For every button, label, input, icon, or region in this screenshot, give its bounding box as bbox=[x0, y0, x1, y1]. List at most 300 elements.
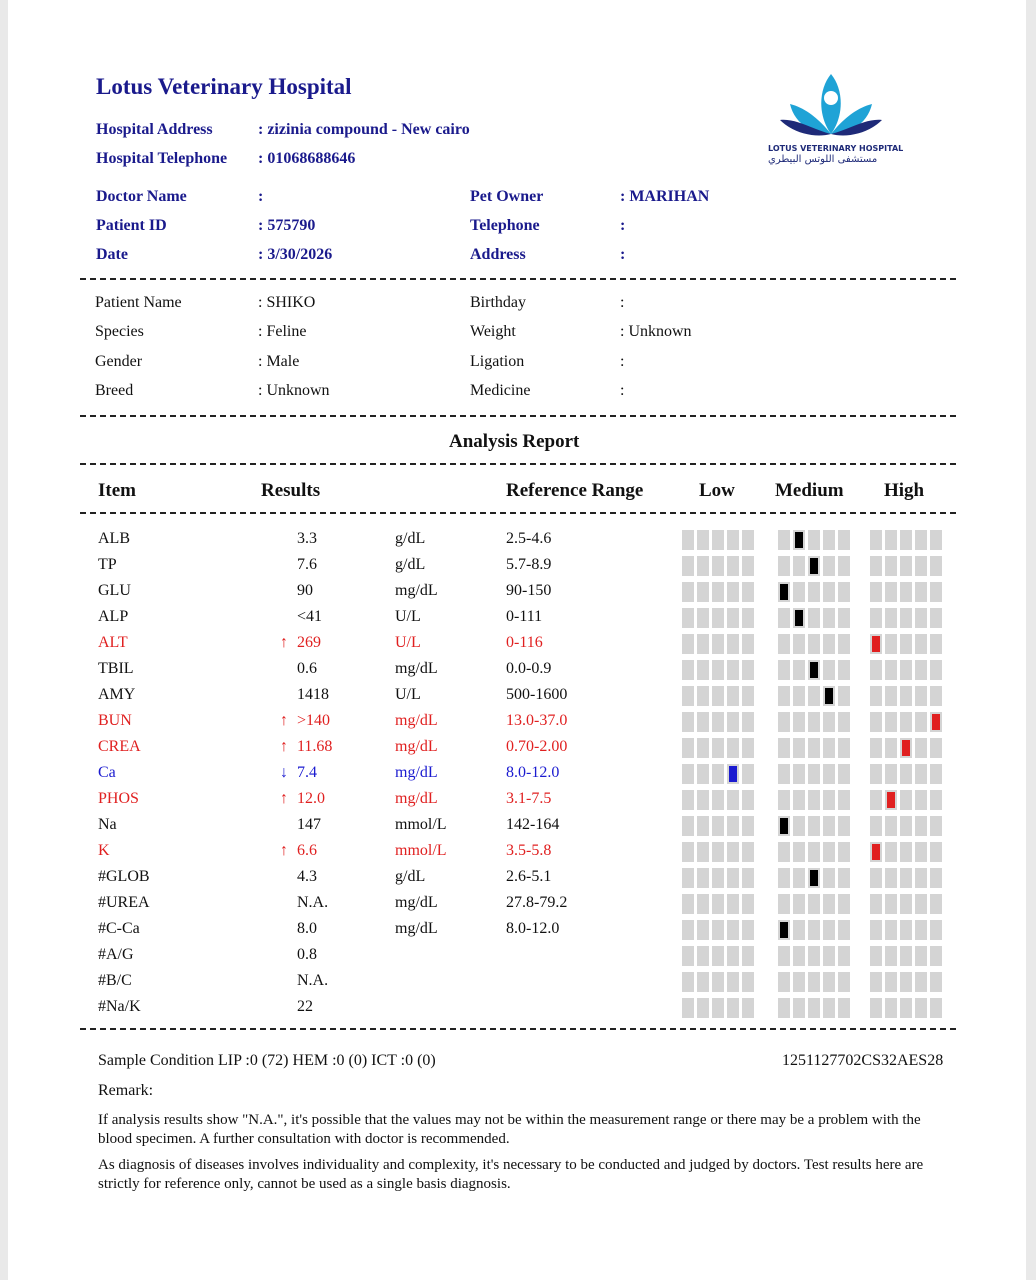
gauge-segment bbox=[823, 712, 835, 732]
species-value: : Feline bbox=[258, 323, 307, 340]
gauge-segment bbox=[885, 712, 897, 732]
divider bbox=[80, 463, 956, 465]
gauge-segment bbox=[712, 634, 724, 654]
gauge-segment bbox=[697, 894, 709, 914]
gauge-low bbox=[682, 712, 757, 732]
gauge-segment bbox=[915, 998, 927, 1018]
item-name: ALT bbox=[98, 634, 128, 651]
gauge-segment bbox=[885, 530, 897, 550]
result-value: 0.8 bbox=[297, 946, 317, 963]
item-name: GLU bbox=[98, 582, 131, 599]
gauge-high bbox=[870, 998, 945, 1018]
item-name: #Na/K bbox=[98, 998, 141, 1015]
table-row bbox=[0, 842, 1036, 868]
gauge-medium bbox=[778, 686, 853, 706]
gauge-segment bbox=[823, 946, 835, 966]
gauge-segment bbox=[742, 738, 754, 758]
gauge-segment bbox=[870, 686, 882, 706]
unit: mg/dL bbox=[395, 712, 438, 729]
gauge-high bbox=[870, 686, 945, 706]
gauge-segment bbox=[712, 530, 724, 550]
gauge-segment bbox=[870, 634, 882, 654]
gauge-segment bbox=[930, 608, 942, 628]
gauge-segment bbox=[838, 868, 850, 888]
gauge-segment bbox=[727, 868, 739, 888]
item-name: Ca bbox=[98, 764, 116, 781]
reference-range: 0.70-2.00 bbox=[506, 738, 568, 755]
gauge-segment bbox=[870, 894, 882, 914]
result-value: 4.3 bbox=[297, 868, 317, 885]
gauge-high bbox=[870, 842, 945, 862]
item-name: #GLOB bbox=[98, 868, 150, 885]
gauge-segment bbox=[838, 920, 850, 940]
gauge-segment bbox=[915, 738, 927, 758]
gauge-segment bbox=[808, 816, 820, 836]
gauge-segment bbox=[915, 530, 927, 550]
gauge-segment bbox=[838, 530, 850, 550]
item-name: #A/G bbox=[98, 946, 134, 963]
gauge-segment bbox=[900, 582, 912, 602]
table-row bbox=[0, 972, 1036, 998]
gauge-segment bbox=[778, 686, 790, 706]
gauge-low bbox=[682, 738, 757, 758]
gauge-segment bbox=[682, 686, 694, 706]
gauge-segment bbox=[727, 894, 739, 914]
reference-range: 0-116 bbox=[506, 634, 543, 651]
gauge-low bbox=[682, 816, 757, 836]
result-value: 7.4 bbox=[297, 764, 317, 781]
gauge-segment bbox=[900, 790, 912, 810]
gauge-segment bbox=[793, 556, 805, 576]
table-row bbox=[0, 582, 1036, 608]
gauge-segment bbox=[823, 582, 835, 602]
gauge-segment bbox=[712, 660, 724, 680]
table-row bbox=[0, 764, 1036, 790]
gauge-segment bbox=[793, 686, 805, 706]
gauge-segment bbox=[930, 530, 942, 550]
gauge-segment bbox=[930, 556, 942, 576]
gauge-segment bbox=[823, 816, 835, 836]
gauge-segment bbox=[742, 972, 754, 992]
gauge-segment bbox=[823, 894, 835, 914]
reference-range: 5.7-8.9 bbox=[506, 556, 552, 573]
gauge-segment bbox=[885, 660, 897, 680]
patient-name-value: : SHIKO bbox=[258, 294, 316, 311]
gauge-segment bbox=[778, 998, 790, 1018]
gauge-segment bbox=[793, 738, 805, 758]
gauge-segment bbox=[682, 972, 694, 992]
gauge-segment bbox=[682, 764, 694, 784]
hospital-address-label: Hospital Address bbox=[96, 121, 213, 138]
gauge-low bbox=[682, 686, 757, 706]
gauge-segment bbox=[915, 764, 927, 784]
gauge-segment bbox=[778, 816, 790, 836]
gauge-segment bbox=[727, 686, 739, 706]
gauge-segment bbox=[727, 790, 739, 810]
gauge-segment bbox=[915, 660, 927, 680]
weight-label: Weight bbox=[470, 323, 516, 340]
gauge-marker bbox=[795, 532, 803, 548]
gauge-segment bbox=[838, 816, 850, 836]
gauge-segment bbox=[885, 972, 897, 992]
gauge-segment bbox=[930, 686, 942, 706]
gauge-segment bbox=[808, 738, 820, 758]
gauge-segment bbox=[915, 634, 927, 654]
gauge-segment bbox=[778, 790, 790, 810]
unit: U/L bbox=[395, 608, 421, 625]
gauge-segment bbox=[793, 660, 805, 680]
gauge-segment bbox=[870, 868, 882, 888]
gauge-segment bbox=[727, 556, 739, 576]
reference-range: 13.0-37.0 bbox=[506, 712, 568, 729]
gauge-segment bbox=[838, 634, 850, 654]
gauge-segment bbox=[778, 868, 790, 888]
gauge-segment bbox=[778, 608, 790, 628]
gauge-segment bbox=[808, 998, 820, 1018]
gauge-high bbox=[870, 816, 945, 836]
gauge-segment bbox=[900, 998, 912, 1018]
gauge-segment bbox=[838, 686, 850, 706]
gauge-low bbox=[682, 920, 757, 940]
gauge-segment bbox=[808, 894, 820, 914]
gauge-segment bbox=[778, 764, 790, 784]
gauge-segment bbox=[870, 998, 882, 1018]
table-row bbox=[0, 608, 1036, 634]
gauge-segment bbox=[793, 764, 805, 784]
gauge-segment bbox=[930, 738, 942, 758]
col-medium: Medium bbox=[775, 480, 844, 501]
date-value: : 3/30/2026 bbox=[258, 246, 333, 263]
result-value: <41 bbox=[297, 608, 323, 625]
gauge-high bbox=[870, 634, 945, 654]
divider bbox=[80, 1028, 956, 1030]
gauge-segment bbox=[870, 764, 882, 784]
gauge-segment bbox=[900, 530, 912, 550]
gauge-segment bbox=[727, 660, 739, 680]
gauge-segment bbox=[712, 556, 724, 576]
gauge-segment bbox=[697, 530, 709, 550]
gauge-segment bbox=[915, 842, 927, 862]
gauge-segment bbox=[742, 816, 754, 836]
table-row bbox=[0, 790, 1036, 816]
gauge-segment bbox=[697, 842, 709, 862]
gauge-high bbox=[870, 946, 945, 966]
gauge-marker bbox=[780, 818, 788, 834]
gauge-segment bbox=[930, 790, 942, 810]
gauge-segment bbox=[682, 842, 694, 862]
gauge-segment bbox=[793, 842, 805, 862]
result-value: 7.6 bbox=[297, 556, 317, 573]
gauge-segment bbox=[727, 920, 739, 940]
gauge-segment bbox=[742, 868, 754, 888]
item-name: #C-Ca bbox=[98, 920, 140, 937]
lotus-icon bbox=[760, 68, 902, 146]
patient-id-label: Patient ID bbox=[96, 217, 167, 234]
gauge-segment bbox=[712, 920, 724, 940]
gauge-segment bbox=[823, 660, 835, 680]
medicine-label: Medicine bbox=[470, 382, 531, 399]
gauge-segment bbox=[712, 946, 724, 966]
gauge-high bbox=[870, 582, 945, 602]
gauge-segment bbox=[870, 608, 882, 628]
gauge-segment bbox=[682, 894, 694, 914]
gauge-segment bbox=[682, 920, 694, 940]
gauge-segment bbox=[727, 712, 739, 732]
gauge-segment bbox=[900, 764, 912, 784]
gauge-segment bbox=[808, 946, 820, 966]
gauge-segment bbox=[778, 894, 790, 914]
logo-text-ar: مستشفى اللوتس البيطري bbox=[768, 154, 878, 165]
gauge-segment bbox=[793, 920, 805, 940]
reference-range: 8.0-12.0 bbox=[506, 920, 560, 937]
table-row bbox=[0, 660, 1036, 686]
gauge-medium bbox=[778, 998, 853, 1018]
gauge-high bbox=[870, 660, 945, 680]
gauge-segment bbox=[823, 998, 835, 1018]
gauge-segment bbox=[727, 764, 739, 784]
hospital-address: : zizinia compound - New cairo bbox=[258, 121, 470, 138]
item-name: BUN bbox=[98, 712, 132, 729]
gauge-segment bbox=[885, 920, 897, 940]
table-row bbox=[0, 920, 1036, 946]
gauge-segment bbox=[900, 738, 912, 758]
col-low: Low bbox=[699, 480, 735, 501]
ligation-value: : bbox=[620, 353, 625, 370]
gauge-segment bbox=[682, 816, 694, 836]
result-value: 6.6 bbox=[297, 842, 317, 859]
gauge-segment bbox=[823, 530, 835, 550]
gauge-high bbox=[870, 712, 945, 732]
gauge-segment bbox=[823, 868, 835, 888]
reference-range: 3.5-5.8 bbox=[506, 842, 552, 859]
gauge-segment bbox=[727, 842, 739, 862]
gauge-segment bbox=[778, 972, 790, 992]
report-title: Analysis Report bbox=[449, 431, 580, 452]
gauge-segment bbox=[697, 556, 709, 576]
gauge-segment bbox=[838, 894, 850, 914]
gauge-segment bbox=[682, 868, 694, 888]
unit: U/L bbox=[395, 686, 421, 703]
sample-condition: Sample Condition LIP :0 (72) HEM :0 (0) ICT :0 (0) bbox=[98, 1052, 436, 1069]
gauge-medium bbox=[778, 530, 853, 550]
gauge-segment bbox=[823, 556, 835, 576]
gauge-medium bbox=[778, 608, 853, 628]
gauge-low bbox=[682, 530, 757, 550]
gauge-segment bbox=[793, 868, 805, 888]
gauge-segment bbox=[808, 920, 820, 940]
col-reference-range: Reference Range bbox=[506, 480, 644, 501]
gauge-segment bbox=[930, 946, 942, 966]
gauge-segment bbox=[778, 556, 790, 576]
result-value: 8.0 bbox=[297, 920, 317, 937]
gauge-marker bbox=[729, 766, 737, 782]
gauge-low bbox=[682, 634, 757, 654]
patient-id-value: : 575790 bbox=[258, 217, 316, 234]
gauge-segment bbox=[808, 790, 820, 810]
reference-range: 2.6-5.1 bbox=[506, 868, 552, 885]
unit: mg/dL bbox=[395, 920, 438, 937]
gauge-segment bbox=[900, 608, 912, 628]
gauge-segment bbox=[778, 712, 790, 732]
gauge-segment bbox=[870, 738, 882, 758]
unit: mg/dL bbox=[395, 582, 438, 599]
gauge-segment bbox=[682, 790, 694, 810]
gauge-segment bbox=[808, 686, 820, 706]
reference-range: 2.5-4.6 bbox=[506, 530, 552, 547]
gauge-segment bbox=[742, 842, 754, 862]
gauge-segment bbox=[778, 738, 790, 758]
gauge-segment bbox=[697, 634, 709, 654]
gauge-segment bbox=[712, 894, 724, 914]
col-high: High bbox=[884, 480, 925, 501]
breed-value: : Unknown bbox=[258, 382, 330, 399]
weight-value: : Unknown bbox=[620, 323, 692, 340]
gauge-segment bbox=[930, 868, 942, 888]
gauge-segment bbox=[930, 998, 942, 1018]
gauge-segment bbox=[712, 686, 724, 706]
table-row bbox=[0, 712, 1036, 738]
gauge-segment bbox=[870, 946, 882, 966]
gauge-segment bbox=[823, 738, 835, 758]
gauge-medium bbox=[778, 894, 853, 914]
gauge-segment bbox=[682, 634, 694, 654]
gauge-segment bbox=[793, 608, 805, 628]
gauge-segment bbox=[778, 530, 790, 550]
gauge-segment bbox=[915, 790, 927, 810]
item-name: TP bbox=[98, 556, 117, 573]
divider bbox=[80, 278, 956, 280]
gauge-segment bbox=[778, 582, 790, 602]
gauge-low bbox=[682, 868, 757, 888]
gauge-marker bbox=[810, 662, 818, 678]
gauge-segment bbox=[870, 842, 882, 862]
gauge-segment bbox=[742, 764, 754, 784]
gauge-segment bbox=[778, 920, 790, 940]
gauge-segment bbox=[915, 686, 927, 706]
table-row bbox=[0, 530, 1036, 556]
gauge-low bbox=[682, 660, 757, 680]
gauge-segment bbox=[712, 712, 724, 732]
gauge-segment bbox=[793, 972, 805, 992]
gauge-segment bbox=[900, 686, 912, 706]
gauge-medium bbox=[778, 764, 853, 784]
gauge-segment bbox=[885, 946, 897, 966]
gauge-segment bbox=[697, 868, 709, 888]
gauge-segment bbox=[930, 764, 942, 784]
owner-address-label: Address bbox=[470, 246, 526, 263]
gauge-segment bbox=[930, 712, 942, 732]
gauge-segment bbox=[742, 946, 754, 966]
gauge-segment bbox=[697, 920, 709, 940]
birthday-value: : bbox=[620, 294, 625, 311]
gauge-segment bbox=[900, 972, 912, 992]
gauge-high bbox=[870, 972, 945, 992]
result-value: N.A. bbox=[297, 894, 329, 911]
gauge-segment bbox=[697, 686, 709, 706]
gauge-medium bbox=[778, 816, 853, 836]
gauge-segment bbox=[727, 816, 739, 836]
result-value: 11.68 bbox=[297, 738, 333, 755]
item-name: TBIL bbox=[98, 660, 134, 677]
gauge-segment bbox=[808, 556, 820, 576]
gauge-segment bbox=[742, 582, 754, 602]
gauge-medium bbox=[778, 582, 853, 602]
gauge-segment bbox=[915, 946, 927, 966]
gauge-segment bbox=[697, 972, 709, 992]
gauge-segment bbox=[727, 608, 739, 628]
gauge-medium bbox=[778, 946, 853, 966]
gauge-marker bbox=[872, 844, 880, 860]
gauge-medium bbox=[778, 634, 853, 654]
gauge-segment bbox=[838, 764, 850, 784]
table-row bbox=[0, 686, 1036, 712]
result-value: 269 bbox=[297, 634, 321, 651]
gauge-segment bbox=[697, 738, 709, 758]
owner-telephone-value: : bbox=[620, 217, 626, 234]
gauge-segment bbox=[900, 894, 912, 914]
gauge-high bbox=[870, 790, 945, 810]
gauge-segment bbox=[793, 582, 805, 602]
gauge-segment bbox=[778, 946, 790, 966]
item-name: #B/C bbox=[98, 972, 132, 989]
unit: U/L bbox=[395, 634, 421, 651]
gauge-segment bbox=[778, 842, 790, 862]
gender-value: : Male bbox=[258, 353, 300, 370]
gauge-segment bbox=[870, 920, 882, 940]
gauge-low bbox=[682, 946, 757, 966]
gauge-segment bbox=[712, 608, 724, 628]
gauge-segment bbox=[727, 946, 739, 966]
gauge-segment bbox=[808, 972, 820, 992]
unit: mg/dL bbox=[395, 660, 438, 677]
flag-arrow: ↓ bbox=[280, 764, 288, 781]
table-row bbox=[0, 868, 1036, 894]
flag-arrow: ↑ bbox=[280, 738, 288, 755]
gauge-segment bbox=[915, 920, 927, 940]
gauge-segment bbox=[793, 946, 805, 966]
gauge-segment bbox=[697, 946, 709, 966]
result-value: 22 bbox=[297, 998, 313, 1015]
gauge-segment bbox=[727, 738, 739, 758]
result-value: 147 bbox=[297, 816, 321, 833]
gauge-segment bbox=[742, 998, 754, 1018]
gauge-segment bbox=[742, 790, 754, 810]
gauge-high bbox=[870, 556, 945, 576]
gauge-high bbox=[870, 530, 945, 550]
gauge-segment bbox=[885, 686, 897, 706]
gauge-low bbox=[682, 972, 757, 992]
gauge-marker bbox=[810, 558, 818, 574]
gauge-segment bbox=[930, 634, 942, 654]
gauge-high bbox=[870, 868, 945, 888]
reference-range: 0.0-0.9 bbox=[506, 660, 552, 677]
gauge-segment bbox=[808, 764, 820, 784]
gauge-segment bbox=[808, 712, 820, 732]
breed-label: Breed bbox=[95, 382, 134, 399]
unit: g/dL bbox=[395, 556, 426, 573]
gauge-segment bbox=[742, 894, 754, 914]
gauge-segment bbox=[900, 556, 912, 576]
gauge-marker bbox=[810, 870, 818, 886]
gauge-segment bbox=[793, 530, 805, 550]
gauge-segment bbox=[727, 530, 739, 550]
gauge-segment bbox=[727, 634, 739, 654]
gauge-segment bbox=[838, 738, 850, 758]
gauge-segment bbox=[885, 998, 897, 1018]
gauge-segment bbox=[712, 868, 724, 888]
gauge-segment bbox=[885, 842, 897, 862]
gauge-segment bbox=[742, 556, 754, 576]
